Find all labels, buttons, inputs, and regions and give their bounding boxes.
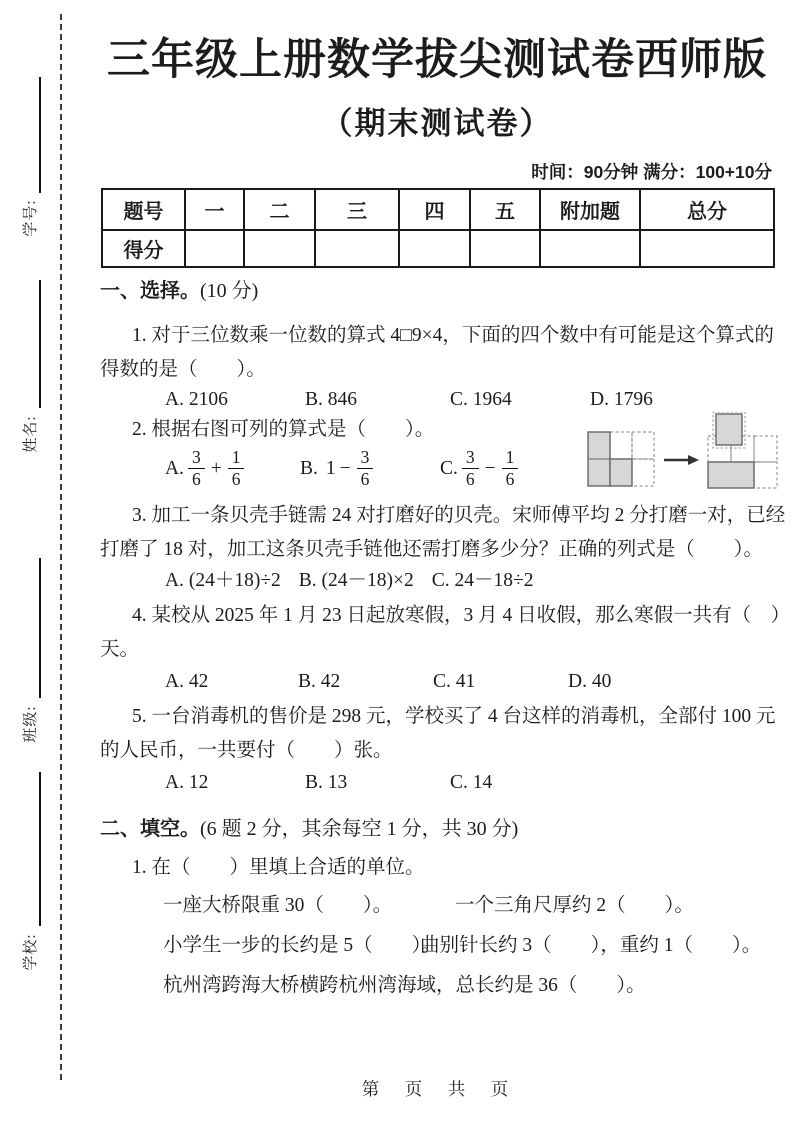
score-cell xyxy=(244,230,315,267)
q2-option-b: B. 1 − $\frac{3}{6}$ xyxy=(300,448,440,490)
fill-triangle-ruler: 一个三角尺厚约 2（ ）。 xyxy=(455,895,694,916)
arrow-right-icon xyxy=(664,455,699,465)
name-label: 姓名: xyxy=(22,415,39,453)
student-id-blank-line xyxy=(39,77,41,193)
q1-stem-line1: 1. 对于三位数乘一位数的算式 4□9×4，下面的四个数中有可能是这个算式的 xyxy=(132,325,774,346)
school-blank-line xyxy=(39,772,41,926)
s2-fill-line-1 xyxy=(100,893,774,919)
section1-heading: 一、选择。(10 分) xyxy=(100,280,259,302)
q2-fraction-figure xyxy=(580,412,780,504)
q3-option-b: B. (24－18)×2 xyxy=(298,570,414,591)
fill-bridge-limit: 一座大桥限重 30（ ）。 xyxy=(163,895,393,916)
fraction: $\frac{1}{6}$ xyxy=(502,448,519,490)
score-cell xyxy=(399,230,470,267)
q3-option-a: A. (24＋18)÷2 xyxy=(165,570,281,591)
q1-options xyxy=(100,387,774,413)
score-label: 得分 xyxy=(102,230,185,267)
name-blank-line xyxy=(39,280,41,408)
question-number-header: 题号 xyxy=(102,189,185,230)
fraction: $\frac{3}{6}$ xyxy=(188,448,205,490)
q2-option-c: C. $\frac{3}{6}$ − $\frac{1}{6}$ xyxy=(440,448,522,490)
q5-option-b: B. 13 xyxy=(305,772,348,793)
class-blank-line xyxy=(39,558,41,698)
q3-stem-line1: 3. 加工一条贝壳手链需 24 对打磨好的贝壳。宋师傅平均 2 分打磨一对，已经 xyxy=(132,505,786,526)
score-cell xyxy=(315,230,399,267)
q4-option-c: C. 41 xyxy=(433,671,476,692)
fraction: $\frac{3}{6}$ xyxy=(357,448,374,490)
q5-option-c: C. 14 xyxy=(450,772,493,793)
fill-paper-clip: 曲别针长约 3（ ），重约 1（ ）。 xyxy=(420,935,762,956)
s2-q1-stem: 1. 在（ ）里填上合适的单位。 xyxy=(132,857,425,878)
score-cell xyxy=(470,230,540,267)
score-cell xyxy=(640,230,774,267)
q4-stem-line2: 天。 xyxy=(100,639,140,660)
q1-option-b: B. 846 xyxy=(305,389,358,410)
q4-option-d: D. 40 xyxy=(568,671,612,692)
school-label: 学校: xyxy=(22,933,39,971)
paper-subtitle: （期末测试卷） xyxy=(321,106,553,141)
score-table-score-row xyxy=(102,230,774,267)
paper-title: 三年级上册数学拔尖测试卷西师版 xyxy=(107,36,767,84)
class-label: 班级: xyxy=(22,705,39,743)
score-cell xyxy=(185,230,244,267)
extra-question-header: 附加题 xyxy=(540,189,640,230)
q2-option-a: A. $\frac{3}{6}$ + $\frac{1}{6}$ xyxy=(165,448,300,490)
q1-option-d: D. 1796 xyxy=(590,389,653,410)
fraction: $\frac{3}{6}$ xyxy=(462,448,479,490)
total-score-header: 总分 xyxy=(640,189,774,230)
s2-fill-line-2 xyxy=(100,933,774,959)
q5-option-a: A. 12 xyxy=(165,772,209,793)
q1-stem-line2: 得数的是（ ）。 xyxy=(100,359,266,380)
q3-options xyxy=(100,568,774,594)
q1-option-a: A. 2106 xyxy=(165,389,228,410)
q5-options xyxy=(100,770,774,796)
student-id-label: 学号: xyxy=(22,199,39,237)
q2-stem: 2. 根据右图可列的算式是（ ）。 xyxy=(132,419,435,440)
q4-stem-line1: 4. 某校从 2025 年 1 月 23 日起放寒假，3 月 4 日收假，那么寒假一共有（ ） xyxy=(132,605,791,626)
q2-options xyxy=(100,448,660,490)
cut-dashed-line xyxy=(60,14,62,1080)
q4-option-a: A. 42 xyxy=(165,671,209,692)
q3-option-c: C. 24－18÷2 xyxy=(431,570,534,591)
q4-options xyxy=(100,669,774,695)
fill-hangzhou-bridge: 杭州湾跨海大桥横跨杭州湾海域，总长约是 36（ ）。 xyxy=(163,975,646,996)
q4-option-b: B. 42 xyxy=(298,671,341,692)
page-footer: 第 页 共 页 xyxy=(361,1079,513,1099)
fraction: $\frac{1}{6}$ xyxy=(228,448,245,490)
time-score-info: 时间：90分钟 满分：100+10分 xyxy=(531,162,772,182)
fill-student-step: 小学生一步的长约是 5（ ）。 xyxy=(163,935,441,956)
score-table xyxy=(101,188,775,268)
score-table-header-row: 题号 一 二 三 四 五 附加题 总分 xyxy=(102,189,774,230)
q5-stem-line2: 的人民币，一共要付（ ）张。 xyxy=(100,740,393,761)
q1-option-c: C. 1964 xyxy=(450,389,512,410)
q3-stem-line2: 打磨了 18 对，加工这条贝壳手链他还需打磨多少分？正确的列式是（ ）。 xyxy=(100,539,764,560)
section2-heading: 二、填空。(6 题 2 分，其余每空 1 分，共 30 分) xyxy=(100,818,519,840)
q5-stem-line1: 5. 一台消毒机的售价是 298 元，学校买了 4 台这样的消毒机，全部付 100 元 xyxy=(132,706,776,727)
score-cell xyxy=(540,230,640,267)
s2-fill-line-3 xyxy=(100,973,774,999)
